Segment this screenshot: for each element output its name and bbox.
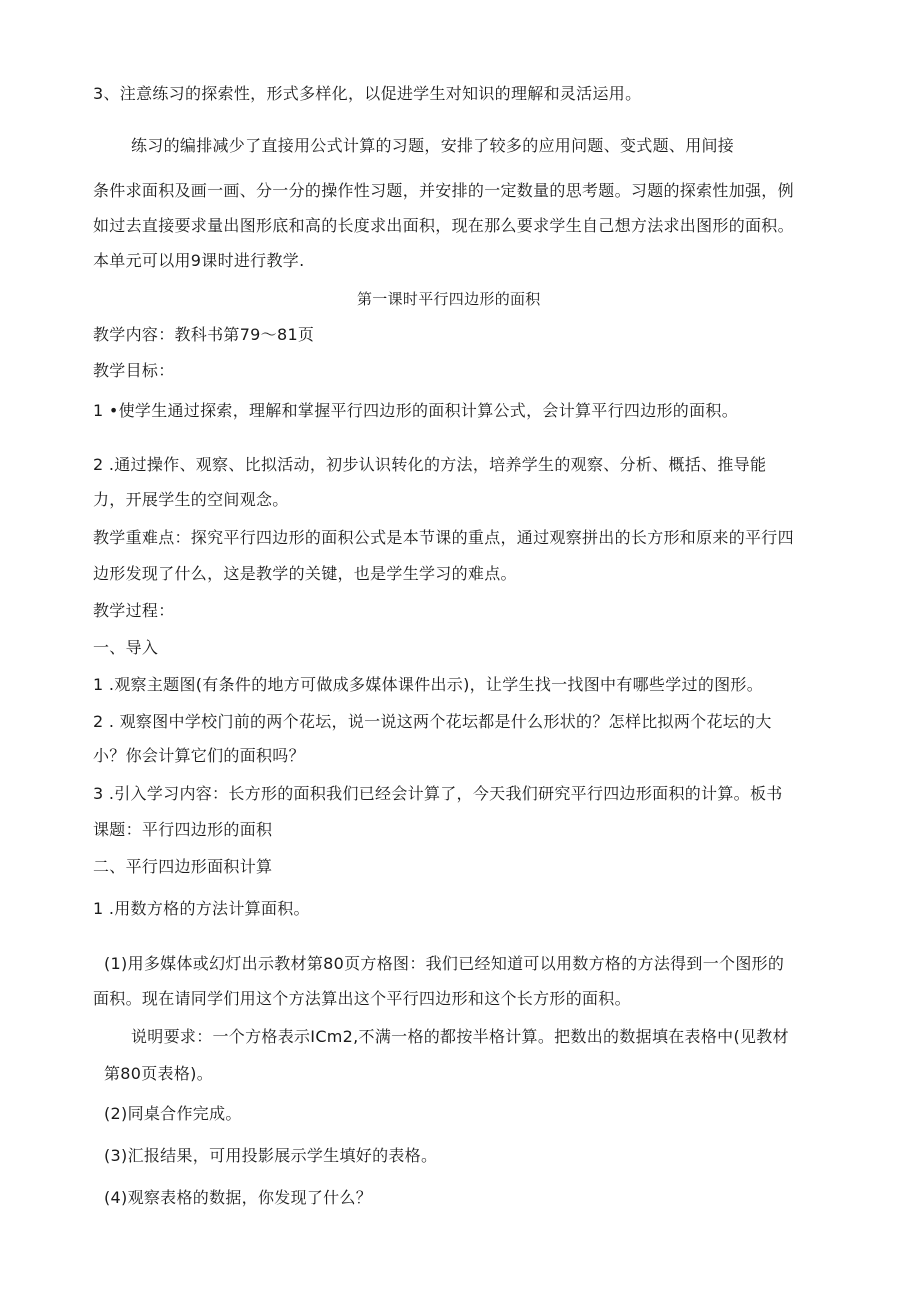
list-item: 1 .用数方格的方法计算面积。 [93, 899, 310, 918]
sub-item: (4)观察表格的数据，你发现了什么？ [104, 1188, 373, 1207]
goal-item: 2 .通过操作、观察、比拟活动，初步认识转化的方法，培养学生的观察、分析、概括、推导能 [93, 455, 767, 474]
intro-paragraph-line: 练习的编排减少了直接用公式计算的习题，安排了较多的应用问题、变式题、用间接 [131, 136, 735, 155]
section-heading: 二、平行四边形面积计算 [93, 857, 273, 876]
list-item-continuation: 课题：平行四边形的面积 [93, 820, 273, 839]
process-heading: 教学过程： [93, 601, 175, 620]
key-points: 教学重难点：探究平行四边形的面积公式是本节课的重点，通过观察拼出的长方形和原来的平行四 [93, 528, 794, 547]
note-line: 说明要求：一个方格表示ICm2,不满一格的都按半格计算。把数出的数据填在表格中(见教材 [131, 1027, 789, 1046]
key-points-continuation: 边形发现了什么，这是教学的关键，也是学生学习的难点。 [93, 564, 517, 583]
list-item-continuation: 小？你会计算它们的面积吗？ [93, 746, 305, 765]
goal-item: 1 •使学生通过探索，理解和掌握平行四边形的面积计算公式，会计算平行四边形的面积。 [93, 401, 739, 420]
lesson-title: 第一课时平行四边形的面积 [357, 290, 541, 308]
sub-item-continuation: 面积。现在请同学们用这个方法算出这个平行四边形和这个长方形的面积。 [93, 989, 631, 1008]
list-item: 2 . 观察图中学校门前的两个花坛，说一说这两个花坛都是什么形状的？怎样比拟两个花坛的大 [93, 712, 772, 731]
intro-point-3: 3、注意练习的探索性，形式多样化，以促进学生对知识的理解和灵活运用。 [93, 84, 642, 103]
list-item: 1 .观察主题图(有条件的地方可做成多媒体课件出示)，让学生找一找图中有哪些学过的图形。 [93, 675, 764, 694]
teaching-content: 教学内容：教科书第79～81页 [93, 325, 315, 344]
sub-item: (3)汇报结果，可用投影展示学生填好的表格。 [104, 1146, 438, 1165]
note-line-continuation: 第80页表格)。 [104, 1064, 214, 1083]
intro-paragraph-line: 本单元可以用9课时进行教学. [93, 251, 305, 270]
sub-item: (2)同桌合作完成。 [104, 1104, 242, 1123]
section-heading: 一、导入 [93, 638, 159, 657]
intro-paragraph-line: 如过去直接要求量出图形底和高的长度求出面积，现在那么要求学生自己想方法求出图形的面积。 [93, 216, 794, 235]
intro-paragraph-line: 条件求面积及画一画、分一分的操作性习题，并安排的一定数量的思考题。习题的探索性加强，例 [93, 181, 794, 200]
goal-item-continuation: 力，开展学生的空间观念。 [93, 490, 289, 509]
goals-heading: 教学目标： [93, 361, 175, 380]
sub-item: (1)用多媒体或幻灯出示教材第80页方格图：我们已经知道可以用数方格的方法得到一个图形的 [104, 954, 785, 973]
list-item: 3 .引入学习内容：长方形的面积我们已经会计算了，今天我们研究平行四边形面积的计算。板书 [93, 784, 783, 803]
